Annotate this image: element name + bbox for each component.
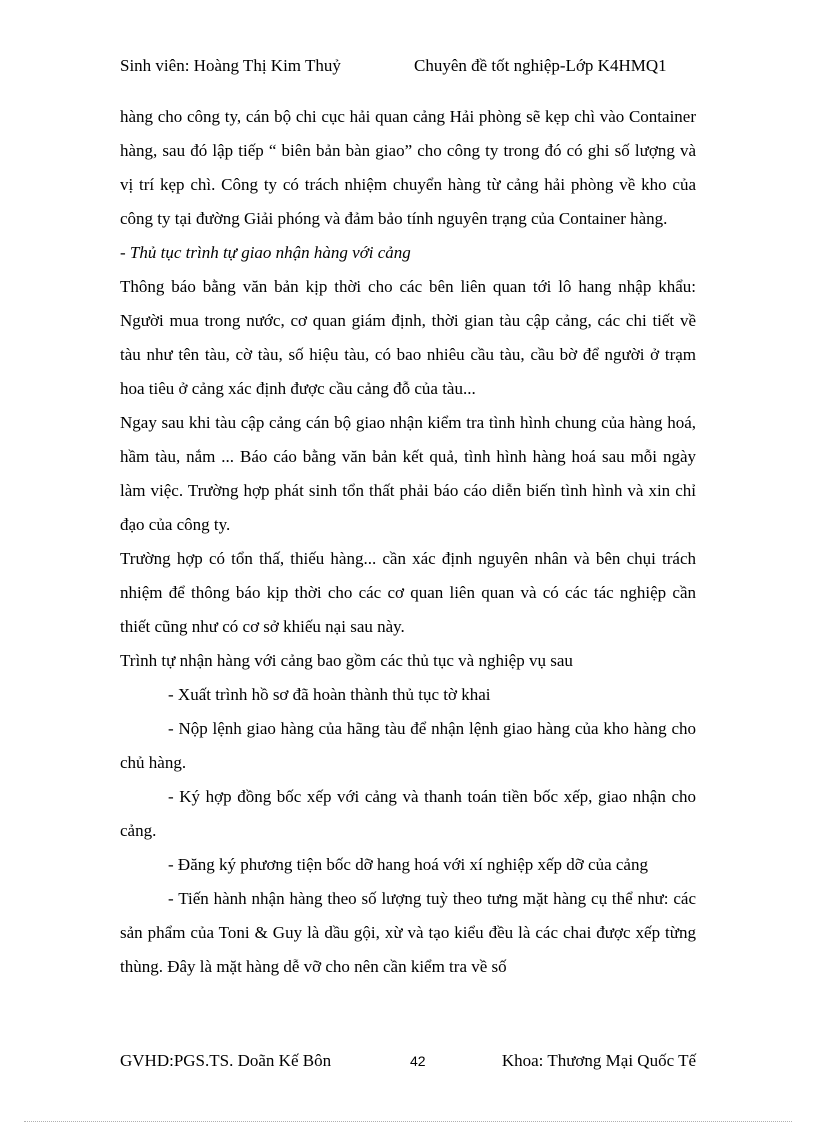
- paragraph: Trình tự nhận hàng với cảng bao gồm các thủ tục và nghiệp vụ sau: [120, 651, 573, 670]
- section-heading: - Thủ tục trình tự giao nhận hàng với cảng: [120, 243, 411, 262]
- page-header: [120, 54, 696, 78]
- header-thesis-title: Chuyên đề tốt nghiệp-Lớp K4HMQ1: [414, 56, 667, 75]
- page-edge-divider: [24, 1121, 792, 1122]
- paragraph: Ngay sau khi tàu cập cảng cán bộ giao nhận kiểm tra tình hình chung của hàng hoá, hầm tàu, nắm ... Báo cáo bằng văn bản kết quả, tình hình hàng hoá sau mỗi ngày làm việc. Trường hợp phát sinh tổn thất phải báo cáo diễn biến tình hình và xin chỉ đạo của công ty.: [120, 413, 696, 534]
- page-body: [120, 100, 696, 984]
- list-item: - Nộp lệnh giao hàng của hãng tàu để nhận lệnh giao hàng của kho hàng cho chủ hàng.: [120, 719, 696, 772]
- header-student: Sinh viên: Hoàng Thị Kim Thuỷ: [120, 56, 341, 75]
- page-footer: [120, 1049, 696, 1073]
- list-item: - Xuất trình hồ sơ đã hoàn thành thủ tục tờ khai: [168, 685, 491, 704]
- list-item: - Ký hợp đồng bốc xếp với cảng và thanh toán tiền bốc xếp, giao nhận cho cảng.: [120, 787, 696, 840]
- paragraph: Trường hợp có tổn thấ, thiếu hàng... cần xác định nguyên nhân và bên chụi trách nhiệm để thông báo kịp thời cho các cơ quan liên quan và có các tác nghiệp cần thiết cũng như có cơ sở khiếu nại sau này.: [120, 549, 696, 636]
- page-number: 42: [410, 1053, 426, 1069]
- paragraph: hàng cho công ty, cán bộ chi cục hải quan cảng Hải phòng sẽ kẹp chì vào Container hàng, sau đó lập tiếp “ biên bản bàn giao” cho công ty trong đó có ghi số lượng và vị trí kẹp chì. Công ty có trách nhiệm chuyển hàng từ cảng hải phòng về kho của công ty tại đường Giải phóng và đảm bảo tính nguyên trạng của Container hàng.: [120, 107, 696, 228]
- footer-faculty: Khoa: Thương Mại Quốc Tế: [501, 1051, 696, 1070]
- list-item: - Đăng ký phương tiện bốc dỡ hang hoá với xí nghiệp xếp dỡ của cảng: [168, 855, 648, 874]
- list-item: - Tiến hành nhận hàng theo số lượng tuỳ theo tưng mặt hàng cụ thể như: các sản phẩm của Toni & Guy là dầu gội, xừ và tạo kiểu đều là các chai được xếp từng thùng. Đây là mặt hàng dễ vỡ cho nên cần kiểm tra về số: [120, 889, 696, 976]
- paragraph: Thông báo bằng văn bản kịp thời cho các bên liên quan tới lô hang nhập khẩu: Người mua trong nước, cơ quan giám định, thời gian tàu cập cảng, các chi tiết về tàu như tên tàu, cờ tàu, số hiệu tàu, có bao nhiêu cầu tàu, cầu bờ để người ở trạm hoa tiêu ở cảng xác định được cầu cảng đỗ của tàu...: [120, 277, 696, 398]
- footer-advisor: GVHD:PGS.TS. Doãn Kế Bôn: [120, 1051, 332, 1070]
